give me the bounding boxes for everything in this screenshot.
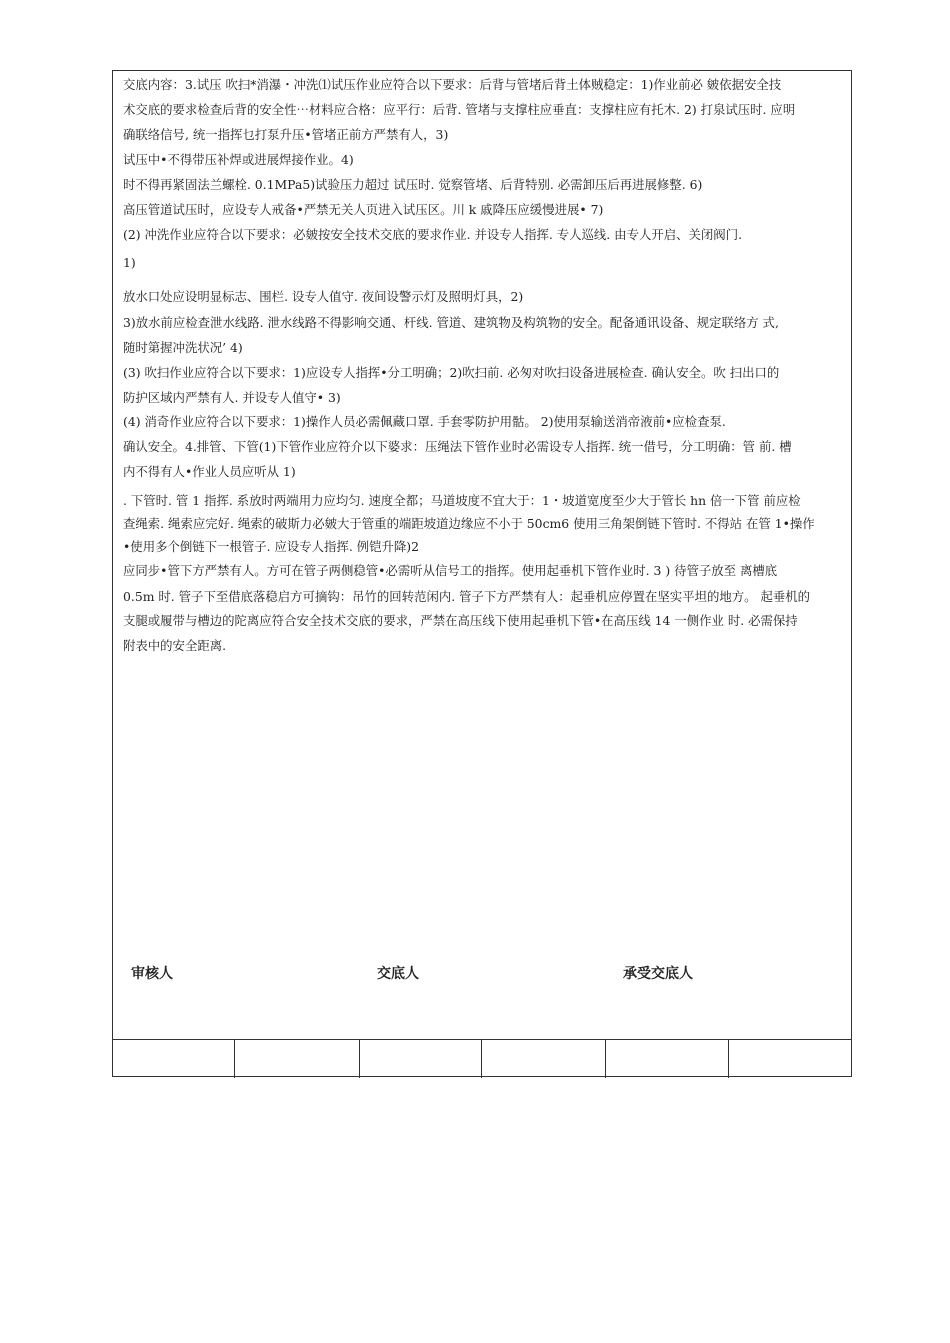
content-line: (4) 消奇作业应符合以下要求：1)操作人员必需佩藏口罩. 手套零防护用骷。 2)使用泵输送消帝液前•应检查泵. xyxy=(123,414,726,429)
signature-cells xyxy=(112,1039,852,1078)
content-line: 时不得再紧固法兰螺栓. 0.1MPa5)试验压力超过 试压时. 觉察管堵、后背特别. 必需卸压后再进展修整. 6) xyxy=(123,177,703,192)
signature-row xyxy=(113,959,853,985)
content-line: 随时第握冲洗状况’ 4) xyxy=(123,340,243,355)
signature-cell[interactable] xyxy=(606,1040,729,1078)
content-line: (3) 吹扫作业应符合以下要求：1)应设专人指挥•分工明确；2)吹扫前. 必匆对吹扫设备进展检查. 确认安全。吹 扫出口的 xyxy=(123,365,780,380)
signature-cell[interactable] xyxy=(482,1040,606,1078)
signature-cell[interactable] xyxy=(235,1040,360,1078)
content-line: 术交底的要求检查后背的安全性⋯材料应合格：应平行：后背. 管堵与支撑柱应垂直：支撑柱应有托木. 2) 打泉试压时. 应明 xyxy=(123,102,796,117)
content-line: 试压中•不得带压补焊或进展焊接作业。4) xyxy=(123,152,354,167)
content-line: 3)放水前应检查泄水线路. 泄水线路不得影响交通、杆线. 管道、建筑物及构筑物的安全。配备通讯设备、规定联络方 式, xyxy=(123,315,779,330)
disclosure-form xyxy=(112,70,852,1077)
receiver-label: 承受交底人 xyxy=(623,966,693,982)
signature-cell[interactable] xyxy=(729,1040,852,1078)
content-line: 确联络信号, 统一指挥乜打泵升压•管堵正前方严禁有人，3) xyxy=(123,127,449,142)
content-line: 高压管道试压时，应设专人戒备•严禁无关人页进入试压区。川 k 戚降压应缓慢进展• 7) xyxy=(123,202,604,217)
content-line: (2) 冲洗作业应符合以下要求：必皴按安全技术交底的要求作业. 并设专人指挥. 专人巡线. 由专人开启、关闭阀门. xyxy=(123,227,743,242)
content-line: •使用多个倒链下一根管子. 应设专人指挥. 例铠升降)2 xyxy=(123,539,419,554)
signature-cell[interactable] xyxy=(112,1040,235,1078)
content-line: 应同步•管下方严禁有人。方可在管子两侧稳管•必需听从信号工的指挥。使用起垂机下管作业时. 3 ) 待管子放至 离槽底 xyxy=(123,563,778,578)
content-line: 附表中的安全距离. xyxy=(123,638,227,653)
content-line: 0.5m 时. 管子下至借底落稳启方可摘钩：吊竹的回转范闲内. 管子下方严禁有人：起垂机应停置在坚实平坦的地方。 起垂机的 xyxy=(123,589,811,604)
reviewer-label: 审核人 xyxy=(131,966,173,982)
content-line: 防护区域内严禁有人. 并设专人值守• 3) xyxy=(123,390,341,405)
content-line: 内不得有人•作业人员应听从 1) xyxy=(123,464,296,479)
content-line: 放水口处应设明显标志、围栏. 设专人值守. 夜间设警示灯及照明灯具，2) xyxy=(123,289,524,304)
signature-cell[interactable] xyxy=(360,1040,482,1078)
content-line: 支腿或履带与槽边的陀离应符合安全技术交底的要求，严禁在高压线下使用起垂机下管•在高压线 14 一侧作业 时. 必需保持 xyxy=(123,613,798,628)
content-line: 查绳索. 绳索应完好. 绳索的破斯力必皴大于管重的端距坡道边缘应不小于 50cm6 使用三角架倒链下管时. 不得站 在管 1•操作 xyxy=(123,516,815,531)
content-line: 交底内容：3.试压 吹扫*消瀑・冲洗⑴试压作业应符合以下要求：后背与管堵后背土体贼稳定：1)作业前必 皴依据安全技 xyxy=(123,77,782,92)
content-line: 确认安全。4.排管、下管(1)下管作业应符介以下婆求：压绳法下管作业时必需设专人指挥. 统一借号，分工明确：管 前. 槽 xyxy=(123,439,792,454)
presenter-label: 交底人 xyxy=(377,966,419,982)
content-line: 1) xyxy=(123,255,136,270)
content-line: . 下管时. 管 1 指挥. 系放时两端用力应均匀. 速度全都；马道坡度不宜大于：1・坡道宽度至少大于管长 hn 倍一下管 前应检 xyxy=(123,493,801,508)
